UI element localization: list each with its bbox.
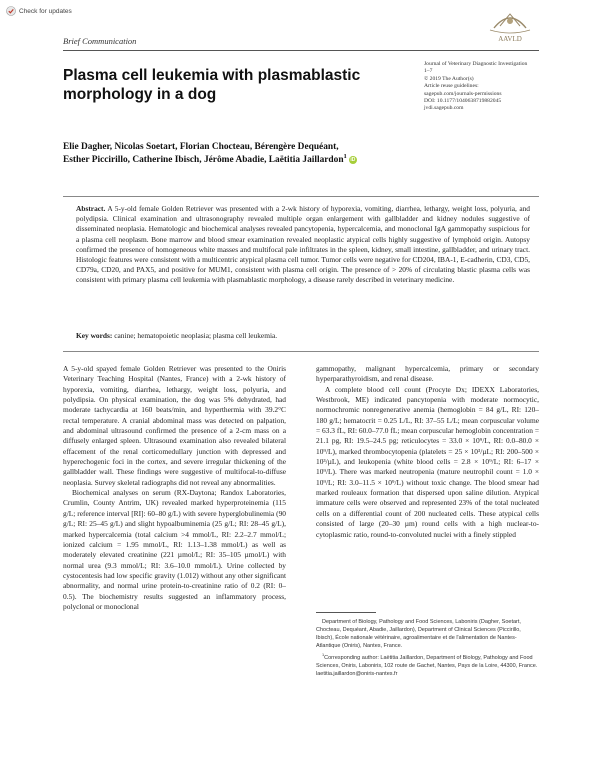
author-list xyxy=(63,141,503,166)
check-updates-icon xyxy=(6,6,16,16)
article-title: Plasma cell leukemia with plasmablastic morphology in a dog xyxy=(63,67,361,103)
paragraph: Biochemical analyses on serum (RX-Daytona; Randox Laboratories, Crumlin, County Antrim, UK) revealed marked hyperproteinemia (115 g/L; reference interval [RI]: 60–80 g/L) with severe hyperglobulinemia (90 g/L; RI: 25–45 g/L) and slight hypoalbuminemia (25 g/L; RI: 28–45 g/L), marked hypercalcemia (total calcium >4 mmol/L, RI: 2.2–2.7 mmol/L; ionized calcium = 1.95 mmol/L, RI: 1.13–1.38 mmol/L) as well as moderately elevated creatinine (221 µmol/L; RI: 35–105 µmol/L) with normal urea (9.3 mmol/L; RI: 3.6–10.0 mmol/L). Urine collected by cystocentesis had low specific gravity (1.012) without any other significant abnormality, and normal urine protein-to-creatinine ratio of 0.2 (RI: 0–0.5). The biochemistry results suggested an inflammatory process, polyclonal or monoclonal xyxy=(63,488,286,611)
journal-pages: 1–7 xyxy=(424,68,433,75)
journal-site-link[interactable]: jvdi.sagepub.com xyxy=(424,105,464,112)
header-divider xyxy=(63,50,539,51)
journal-info xyxy=(424,61,544,113)
abstract-label: Abstract. xyxy=(76,204,106,213)
journal-name: Journal of Veterinary Diagnostic Investigation xyxy=(424,61,528,67)
abstract-top-divider xyxy=(63,196,539,197)
paragraph: gammopathy, malignant hypercalcemia, primary or secondary hyperparathyroidism, and renal disease. xyxy=(316,364,539,384)
abstract-text: A 5-y-old female Golden Retriever was presented with a 2-wk history of hyporexia, vomiting, diarrhea, lethargy, weight loss, polyuria, and polydipsia. Clinical examination and ultrasonography revealed multiple organ enlargement with gallbladder and kidney nodules suggestive of disseminated neoplasia. Hematologic and biochemical analyses revealed pancytopenia, hypercalcemia, and monoclonal IgA gammopathy suspicious for a plasma cell neoplasm. Bone marrow and blood smear examination revealed neoplastic atypical cells highly suggestive of lymphoid origin. Autopsy confirmed the presence of homogeneous white masses and multifocal pale infiltrates in the spleen, kidney, small intestine, gallbladder, and urinary tract. Histologic features were consistent with a multicentric atypical plasma cell tumor. Tumor cells were negative for CD204, IBA-1, E-cadherin, CD3, CD5, CD79a, CD20, and PAX5, and positive for MUM1, consistent with plasma cell origin. The presence of > 20% of circulating blastic plasma cells was consistent with primary plasma cell leukemia with plasmablastic morphology, a disease rarely described in veterinary medicine. xyxy=(76,204,530,285)
orcid-icon[interactable]: iD xyxy=(350,156,356,163)
article-type: Brief Communication xyxy=(63,36,137,46)
aavld-logo xyxy=(480,6,540,44)
paragraph: A complete blood cell count (Procyte Dx; IDEXX Laboratories, Westbrook, ME) indicated pancytopenia with moderate normocytic, normochromic nonregenerative anemia (hemoglobin = 84 g/L, RI: 120–180 g/L; hematocrit = 0.25 L/L, RI: 37–55 L/L; mean corpuscular volume = 63.3 fL, RI: 60.0–77.0 fL; mean corpuscular hemoglobin concentration = 21.1 pg, RI: 19.5–24.5 pg; reticulocytes = 33.0 × 10⁹/L, RI: 0.0–80.0 × 10⁹/L), marked thrombocytopenia (platelets = 25 × 10³/µL; RI: 200–500 × 10³/µL), and leukopenia (white blood cells = 2.8 × 10⁹/L; RI: 6–17 × 10⁹/L). There was marked neutropenia (mature neutrophil count = 1.0 × 10⁹/L; RI: 3.0–11.5 × 10⁹/L) without toxic change. The blood smear had marked rouleaux formation that dispersed upon saline dilution. Atypical immature cells were observed and represented 23% of the total nucleated cells on a differential count of 200 nucleated cells. These atypical cells consisted of large (20–30 µm) round cells with a high nuclear-to-cytoplasmic ratio, round-to-convoluted nuclei with a finely stippled xyxy=(316,384,539,539)
corresponding-superscript: 1 xyxy=(322,653,325,658)
copyright: © 2019 The Author(s) xyxy=(424,75,474,82)
abstract xyxy=(76,204,530,286)
footnotes xyxy=(316,612,539,682)
abstract-bottom-divider xyxy=(63,351,539,352)
keywords xyxy=(76,331,530,341)
check-for-updates-badge[interactable] xyxy=(6,6,72,16)
reuse-label: Article reuse guidelines: xyxy=(424,83,479,90)
logo-text: AAVLD xyxy=(498,35,522,43)
check-updates-label: Check for updates xyxy=(19,7,72,15)
affiliation-footnote: Department of Biology, Pathology and Food Sciences, Laboniris (Dagher, Soetart, Chocteau, Dequéant, Abadie, Jaillardon), Department of Clinical Sciences (Piccirillo, Ibisch), École nationale vétérinaire, agroalimentaire et de l'alimentation de Nantes-Atlantique (Oniris), Nantes, France. xyxy=(316,619,521,649)
keywords-text: canine; hematopoietic neoplasia; plasma cell leukemia. xyxy=(114,331,278,340)
doi[interactable]: DOI: 10.1177/1040638719882045 xyxy=(424,98,502,105)
footnote-divider xyxy=(316,612,376,613)
authors-line-1: Elie Dagher, Nicolas Soetart, Florian Chocteau, Bérengère Dequéant, xyxy=(63,142,339,152)
paragraph: A 5-y-old spayed female Golden Retriever was presented to the Oniris Veterinary Teaching Hospital (Nantes, France) with a 2-wk history of hyporexia, vomiting, diarrhea, lethargy, weight loss, polyuria, and polydipsia. On physical examination, the dog was 5% dehydrated, had moderate tachycardia at 160 beats/min, and hyperthermia with 39.2°C rectal temperature. A cranial abdominal mass was detected on palpation, and abdominal ultrasound confirmed the presence of a 2-cm mass on a diffusely enlarged spleen. Ultrasound examination also revealed bilateral effacement of the renal corticomedullary junction with depressed and hyperechogenic foci in the cortex, and severe irregular thickening of the gallbladder wall. These findings were suggestive of multifocal-to-diffuse neoplasia. Survey skeletal radiographs did not reveal any abnormalities. xyxy=(63,364,286,487)
body-column-right xyxy=(316,364,539,540)
authors-line-2: Esther Piccirillo, Catherine Ibisch, Jérôme Abadie, Laëtitia Jaillardon xyxy=(63,154,344,165)
permissions-link[interactable]: sagepub.com/journals-permissions xyxy=(424,90,502,97)
body-column-left xyxy=(63,364,286,612)
corresponding-author-footnote: Corresponding author: Laëtitia Jaillardon, Department of Biology, Pathology and Food Sciences, Oniris, Laboniris, 102 route de Gachet, Nantes, Pays de la Loire, 44300, France. laetitia.jaillardon@oniris-nantes.fr xyxy=(316,655,538,677)
keywords-label: Key words: xyxy=(76,331,113,340)
author-superscript: 1 xyxy=(343,152,347,160)
